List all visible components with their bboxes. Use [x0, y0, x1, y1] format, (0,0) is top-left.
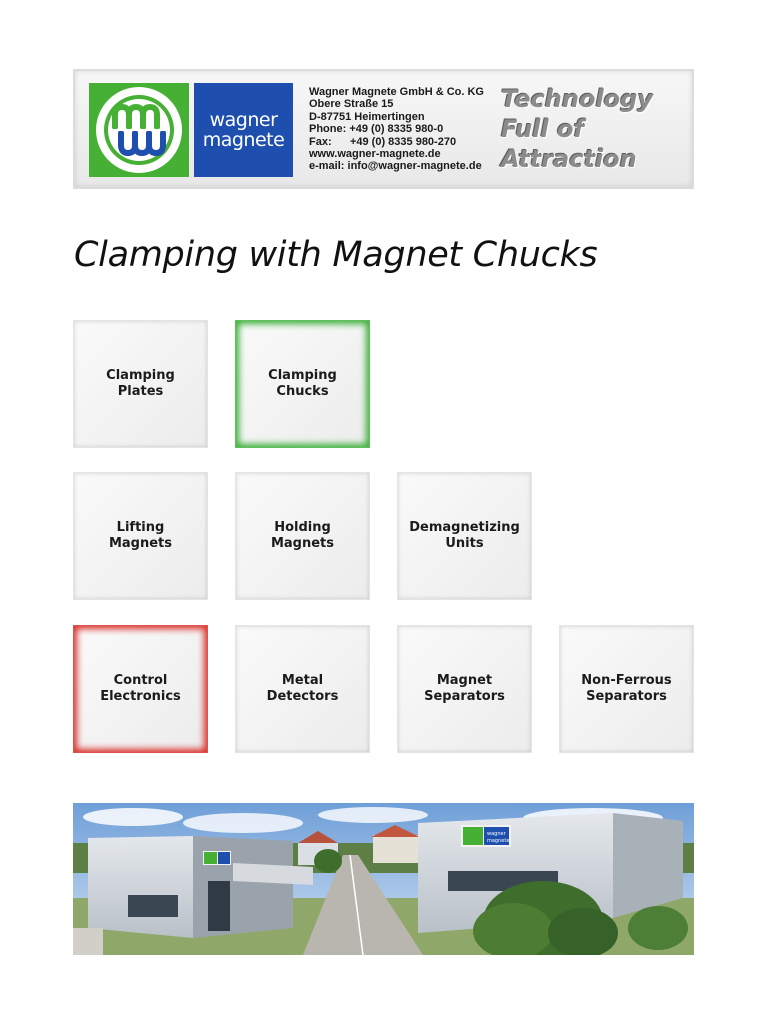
slogan-line: Full of: [501, 115, 584, 143]
slogan-line: Attraction: [501, 145, 637, 173]
tile-label: Clamping Plates: [106, 368, 175, 399]
tile-label: Lifting Magnets: [108, 520, 173, 551]
tile-label: Demagnetizing Units: [409, 520, 520, 551]
wagner-logo-mark: [89, 83, 189, 177]
page-title: Clamping with Magnet Chucks: [74, 235, 598, 275]
tile-non-ferrous-separators[interactable]: [559, 625, 694, 753]
website-link[interactable]: www.wagner-magnete.de: [309, 148, 441, 161]
tile-label: Non-Ferrous Separators: [581, 673, 672, 704]
wm-logo-icon: [89, 83, 189, 177]
city-address: D-87751 Heimertingen: [309, 110, 425, 123]
logo-text-line1: wagner: [209, 109, 278, 131]
tile-label: Control Electronics: [100, 673, 181, 704]
tile-clamping-plates[interactable]: [73, 320, 208, 448]
wagner-logo-text: [194, 83, 293, 177]
tile-label: Clamping Chucks: [268, 368, 337, 399]
tile-label: Metal Detectors: [266, 673, 339, 704]
tile-control-electronics[interactable]: [73, 625, 208, 753]
header-banner: [73, 69, 694, 189]
logo-text-line2: magnete: [202, 129, 285, 151]
tile-magnet-separators[interactable]: [397, 625, 532, 753]
tile-demagnetizing-units[interactable]: [397, 472, 532, 600]
phone-number: Phone: +49 (0) 8335 980-0: [309, 123, 444, 136]
email-link[interactable]: e-mail: info@wagner-magnete.de: [309, 160, 482, 173]
tile-lifting-magnets[interactable]: [73, 472, 208, 600]
tile-metal-detectors[interactable]: [235, 625, 370, 753]
tile-label: Holding Magnets: [270, 520, 335, 551]
photo-logo-text: wagner: [487, 831, 506, 837]
slogan-line: Technology: [501, 85, 653, 113]
company-building-photo: [73, 803, 694, 955]
photo-logo-text: magnete: [487, 838, 510, 844]
company-name: Wagner Magnete GmbH & Co. KG: [309, 86, 484, 98]
tile-label: Magnet Separators: [424, 673, 505, 704]
tile-holding-magnets[interactable]: [235, 472, 370, 600]
contact-block: [309, 86, 489, 173]
street-address: Obere Straße 15: [309, 98, 394, 111]
fax-number: Fax: +49 (0) 8335 980-270: [309, 135, 457, 148]
tile-clamping-chucks[interactable]: [235, 320, 370, 448]
slogan: [501, 84, 691, 174]
